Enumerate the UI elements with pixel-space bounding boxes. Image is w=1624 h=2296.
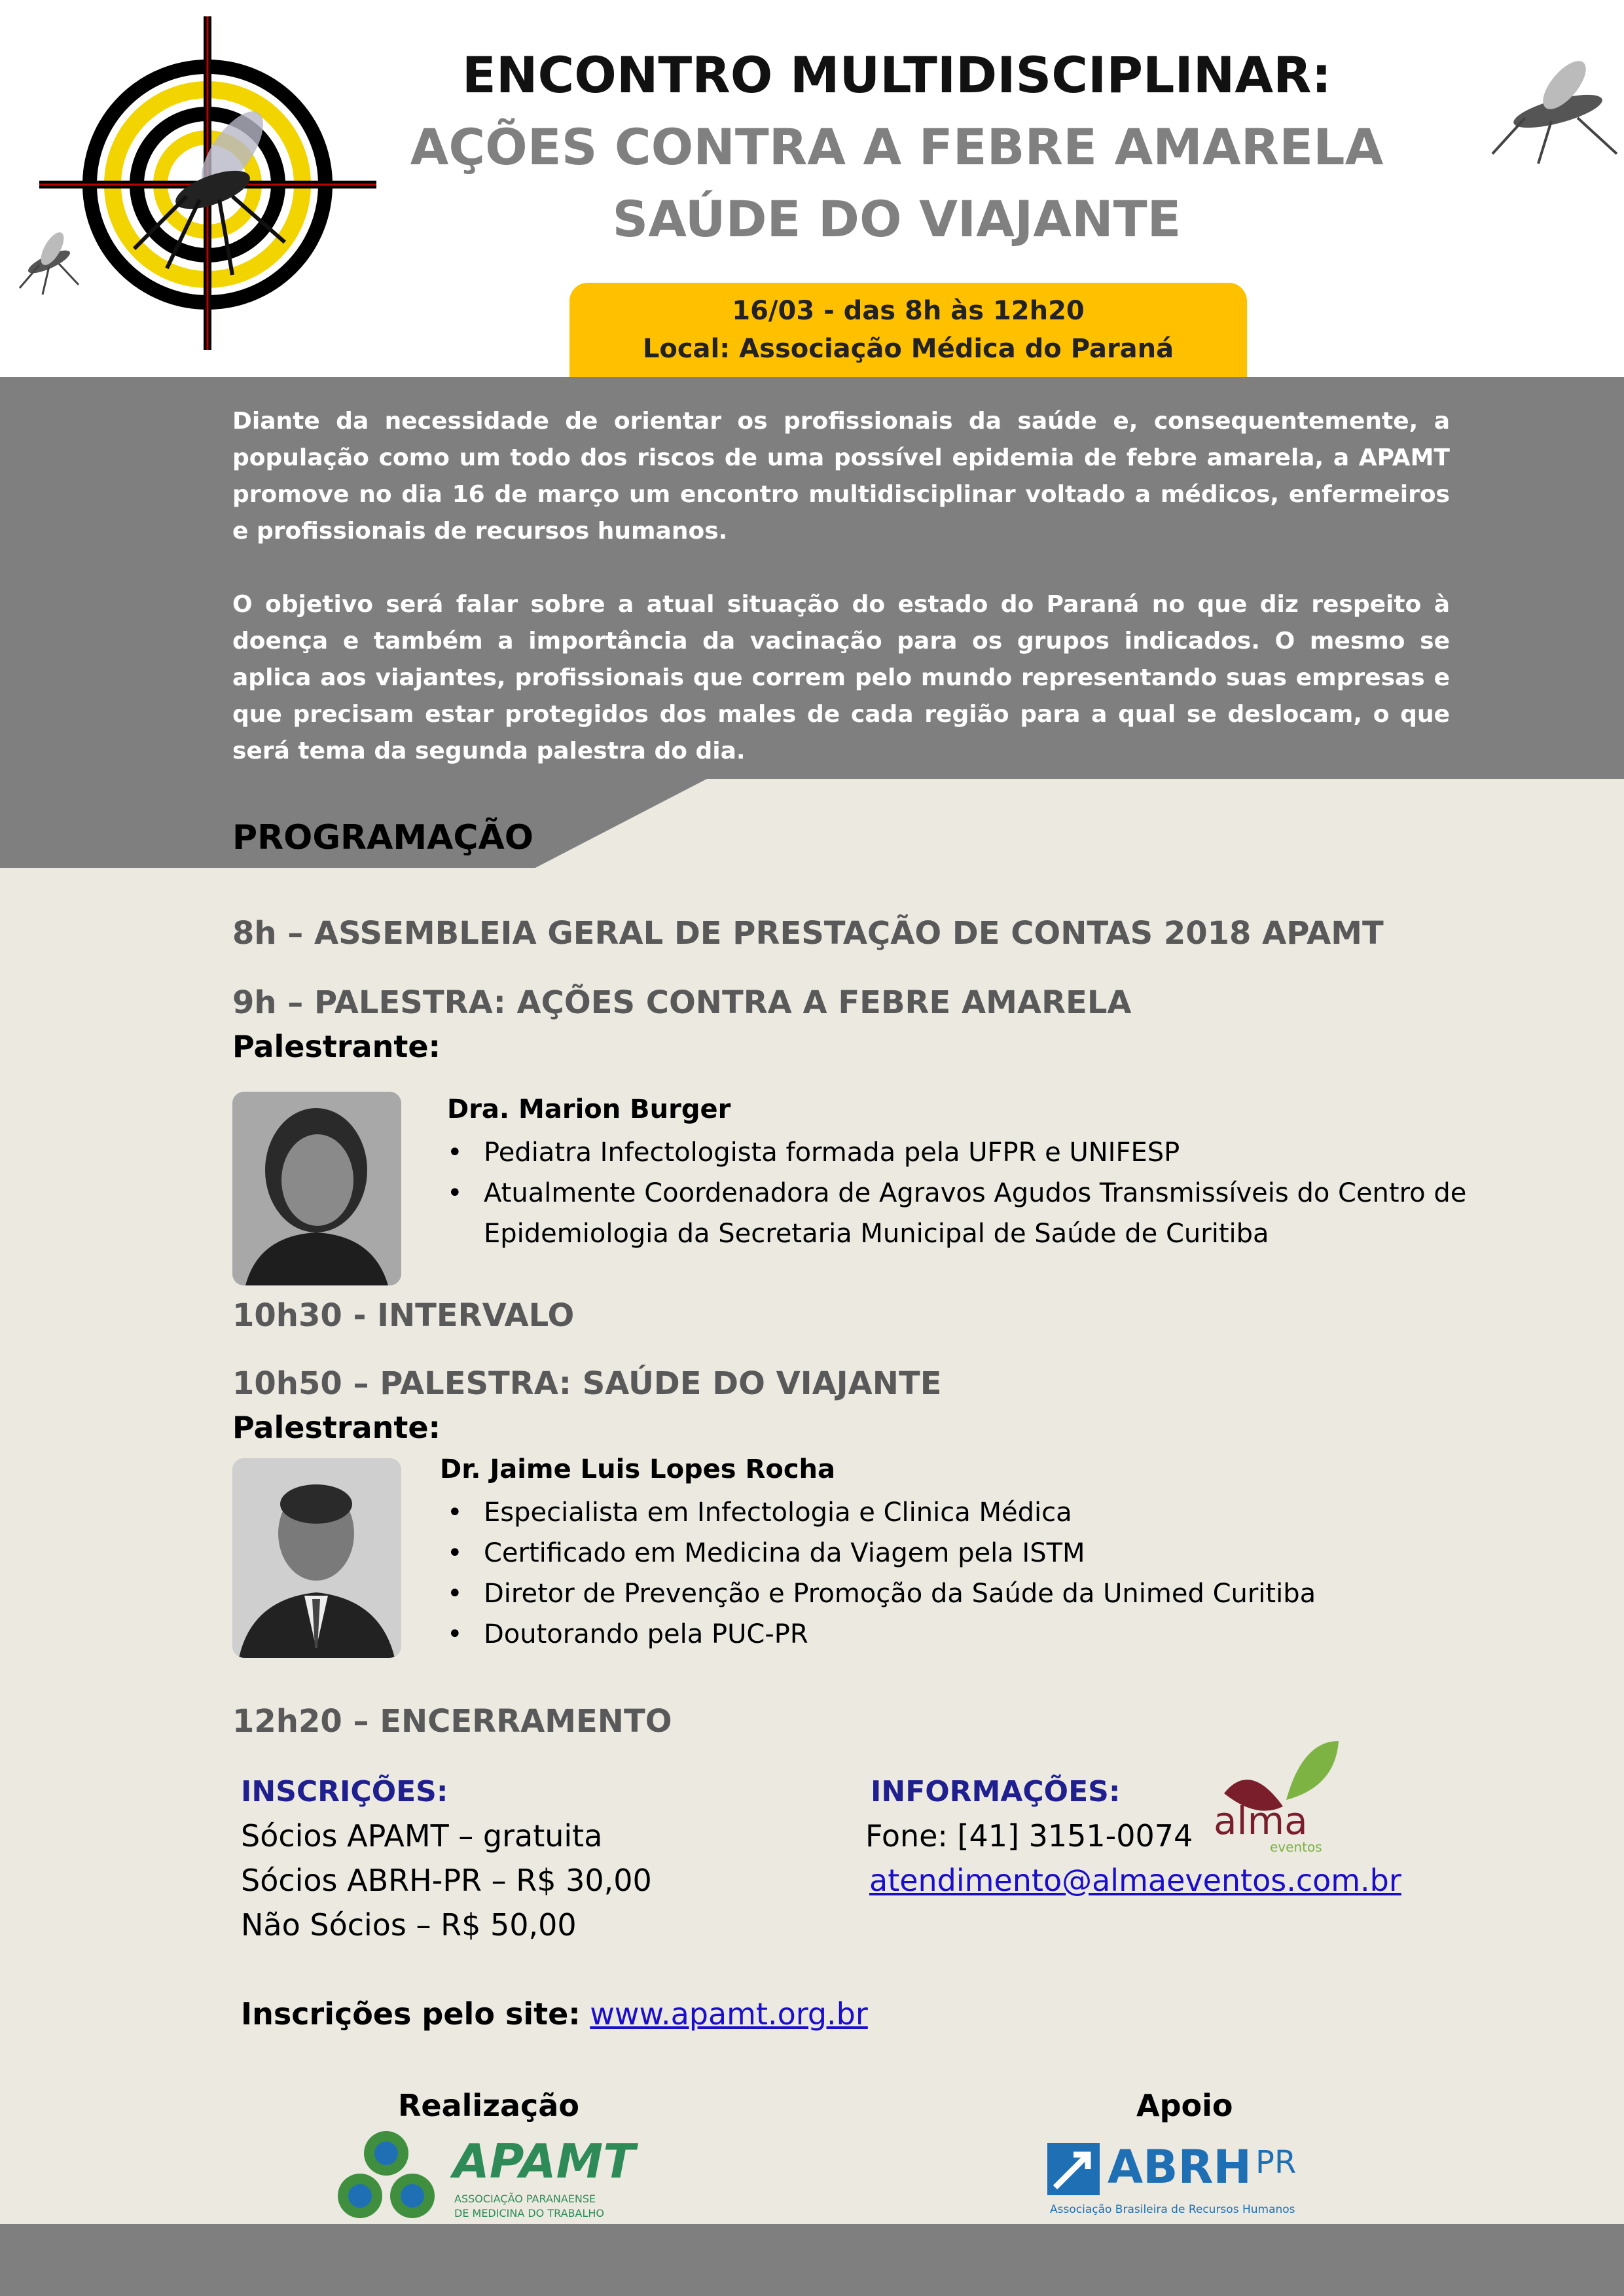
price-socios-apamt: Sócios APAMT – gratuita (241, 1818, 603, 1854)
bullet-item: • Especialista em Infectologia e Clinica Médica (447, 1492, 1468, 1533)
speaker-name-jaime: Dr. Jaime Luis Lopes Rocha (440, 1454, 836, 1484)
speaker-label-1: Palestrante: (232, 1029, 441, 1064)
contact-phone: Fone: [41] 3151-0074 (865, 1818, 1193, 1854)
apoio-label: Apoio (1136, 2088, 1233, 2123)
schedule-item-8h: 8h – ASSEMBLEIA GERAL DE PRESTAÇÃO DE CONTAS 2018 APAMT (232, 915, 1384, 952)
alma-logo-sub: eventos (1270, 1839, 1322, 1855)
bullet-item: • Certificado em Medicina da Viagem pela ISTM (447, 1533, 1468, 1573)
bullet-item: • Pediatra Infectologista formada pela UFPR e UNIFESP (447, 1132, 1468, 1173)
gear-icon (335, 2127, 440, 2225)
abrh-logo-text: ABRH (1108, 2140, 1252, 2194)
site-link[interactable]: www.apamt.org.br (590, 1996, 868, 2032)
speaker-bullets-marion (447, 1132, 1468, 1254)
mosquito-icon (1486, 56, 1623, 167)
abrh-logo-sub: Associação Brasileira de Recursos Humanos (1050, 2203, 1295, 2216)
realizacao-label: Realização (398, 2088, 579, 2123)
programacao-heading: PROGRAMAÇÃO (232, 818, 533, 857)
speaker-photo-marion (232, 1092, 401, 1285)
price-socios-abrh: Sócios ABRH-PR – R$ 30,00 (241, 1863, 652, 1898)
intro-paragraph-2: O objetivo será falar sobre a atual situação do estado do Paraná no que diz respeito à doença e também a importância da vacinação para os grupos indicados. O mesmo se aplica aos viajantes, profissionais que correm pelo mundo representando suas empresas e que precisam estar protegidos dos males de cada região para a qual se deslocam, o que será tema da segunda palestra do dia. (232, 591, 1450, 764)
footer-band (0, 2224, 1624, 2296)
title-line-3: SAÚDE DO VIAJANTE (612, 190, 1182, 248)
apamt-logo-sub2: DE MEDICINA DO TRABALHO (454, 2207, 605, 2219)
apamt-logo-sub1: ASSOCIAÇÃO PARANAENSE (454, 2193, 596, 2205)
intro-paragraph-1: Diante da necessidade de orientar os profissionais da saúde e, consequentemente, a população como um todo dos riscos de uma possível epidemia de febre amarela, a APAMT promove no dia 16 de março um encontro multidisciplinar voltado a médicos, enfermeiros e profissionais de recursos humanos. (232, 408, 1450, 545)
contact-email-wrap (869, 1863, 1401, 1898)
person-photo (232, 1458, 401, 1658)
alma-eventos-logo (1211, 1734, 1342, 1855)
site-label: Inscrições pelo site: (241, 1996, 581, 2032)
title-line-2: AÇÕES CONTRA A FEBRE AMARELA (410, 118, 1384, 176)
alma-logo-text: alma (1214, 1799, 1308, 1843)
price-nao-socios: Não Sócios – R$ 50,00 (241, 1907, 577, 1943)
header-banner (0, 0, 1624, 377)
title-line-1: ENCONTRO MULTIDISCIPLINAR: (461, 46, 1332, 104)
informacoes-heading: INFORMAÇÕES: (871, 1775, 1121, 1808)
date-location-box (569, 283, 1247, 377)
speaker-photo-jaime (232, 1458, 401, 1658)
schedule-item-10h50: 10h50 – PALESTRA: SAÚDE DO VIAJANTE (232, 1365, 942, 1402)
apamt-logo-text: APAMT (453, 2134, 636, 2189)
schedule-item-intervalo: 10h30 - INTERVALO (232, 1297, 575, 1334)
event-location: Local: Associação Médica do Paraná (642, 334, 1174, 364)
bullet-item: • Doutorando pela PUC-PR (447, 1614, 1468, 1655)
abrh-logo-mark (1047, 2143, 1100, 2195)
speaker-label-2: Palestrante: (232, 1410, 441, 1445)
speaker-bullets-jaime (447, 1492, 1468, 1655)
inscricoes-heading: INSCRIÇÕES: (241, 1775, 448, 1808)
bullet-item: • Atualmente Coordenadora de Agravos Agudos Transmissíveis do Centro de Epidemiologia da Secretaria Municipal de Saúde de Curitiba (447, 1173, 1468, 1254)
speaker-name-marion: Dra. Marion Burger (447, 1094, 731, 1124)
target-mosquito-icon (36, 13, 376, 353)
contact-email-link[interactable]: atendimento@almaeventos.com.br (869, 1863, 1401, 1898)
person-photo (232, 1092, 401, 1285)
bullet-item: • Diretor de Prevenção e Promoção da Saúde da Unimed Curitiba (447, 1573, 1468, 1614)
mosquito-icon (13, 226, 85, 298)
schedule-item-encerramento: 12h20 – ENCERRAMENTO (232, 1703, 672, 1740)
abrh-logo-suffix: PR (1255, 2144, 1297, 2181)
abrh-pr-logo (1047, 2140, 1309, 2222)
apamt-logo (335, 2127, 636, 2225)
site-line (241, 1996, 868, 2032)
schedule-item-9h: 9h – PALESTRA: AÇÕES CONTRA A FEBRE AMARELA (232, 984, 1132, 1021)
event-date: 16/03 - das 8h às 12h20 (732, 296, 1085, 326)
